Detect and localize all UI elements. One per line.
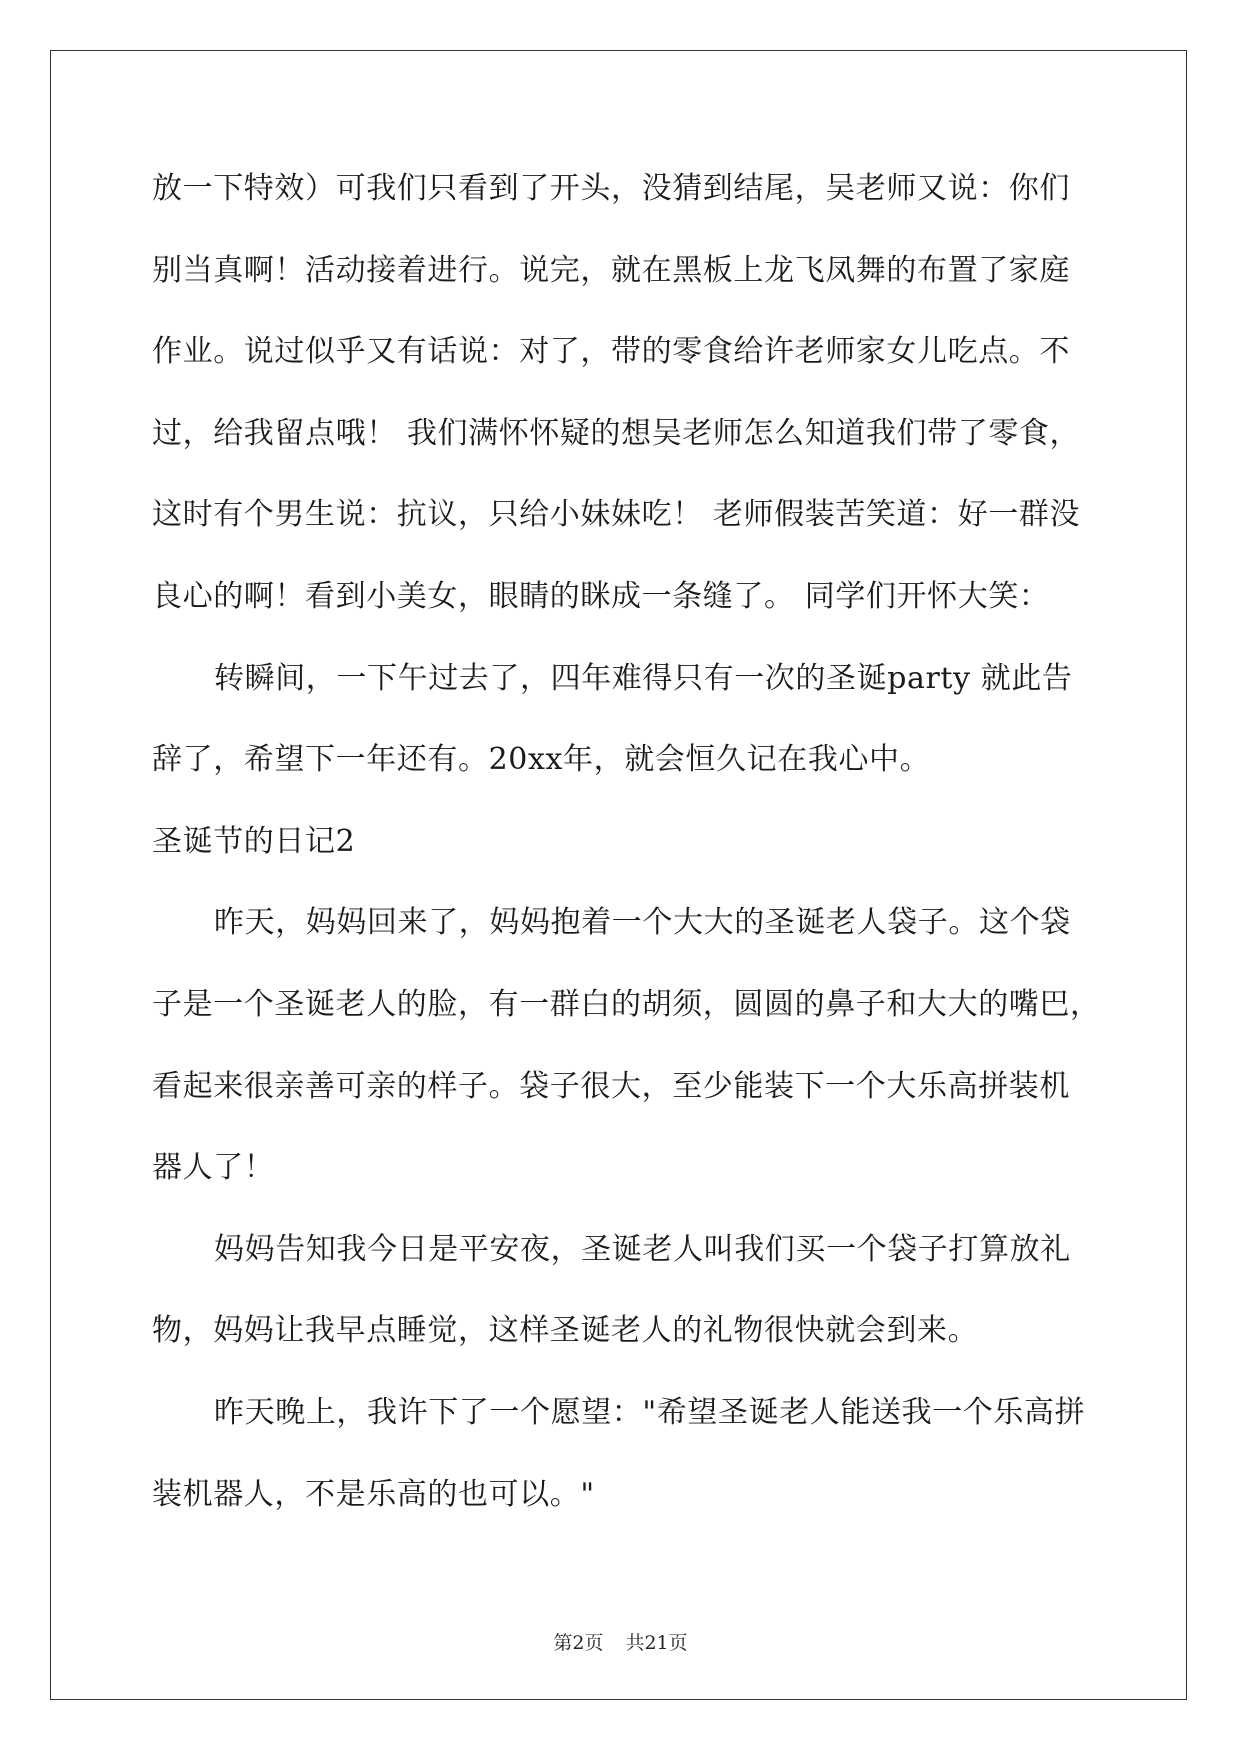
- text-line: 转瞬间，一下午过去了，四年难得只有一次的圣诞party 就此告: [214, 660, 1073, 696]
- paragraph-4: [152, 1223, 1092, 1386]
- text-line: 装机器人，不是乐高的也可以。": [152, 1476, 595, 1512]
- text-line: 昨天晚上，我许下了一个愿望："希望圣诞老人能送我一个乐高拼: [214, 1394, 1086, 1430]
- text-line: 放一下特效）可我们只看到了开头，没猜到结尾，吴老师又说：你们: [152, 171, 1070, 206]
- text-line: 子是一个圣诞老人的脸，有一群白的胡须，圆圆的鼻子和大大的嘴巴，: [152, 986, 1101, 1022]
- text-line: 这时有个男生说：抗议，只给小妹妹吃！ 老师假装苦笑道：好一群没: [152, 497, 1081, 533]
- page-total: 共21页: [625, 1632, 688, 1654]
- page-footer: [0, 1628, 1241, 1655]
- paragraph-5: [152, 1386, 1092, 1549]
- paragraph-3: [152, 896, 1101, 1222]
- paragraph-1: [152, 162, 1092, 652]
- section-title: 圣诞节的日记2: [152, 823, 356, 859]
- text-line: 看起来很亲善可亲的样子。袋子很大，至少能装下一个大乐高拼装机: [152, 1068, 1070, 1104]
- text-line: 辞了，希望下一年还有。20xx年，就会恒久记在我心中。: [152, 742, 931, 778]
- text-line: 作业。说过似乎又有话说：对了，带的零食给许老师家女儿吃点。不: [152, 334, 1070, 370]
- text-line: 器人了！: [152, 1150, 275, 1186]
- text-line: 别当真啊！活动接着进行。说完，就在黑板上龙飞凤舞的布置了家庭: [152, 252, 1070, 288]
- text-line: 物，妈妈让我早点睡觉，这样圣诞老人的礼物很快就会到来。: [152, 1313, 979, 1349]
- document-body: [152, 162, 1101, 1549]
- text-line: 良心的啊！看到小美女，眼睛的眯成一条缝了。 同学们开怀大笑：: [152, 578, 1050, 614]
- paragraph-2: [152, 652, 1092, 815]
- text-line: 昨天，妈妈回来了，妈妈抱着一个大大的圣诞老人袋子。这个袋: [214, 905, 1071, 941]
- text-line: 妈妈告知我今日是平安夜，圣诞老人叫我们买一个袋子打算放礼: [214, 1231, 1071, 1267]
- page-number: 第2页: [553, 1632, 604, 1654]
- text-line: 过，给我留点哦！ 我们满怀怀疑的想吴老师怎么知道我们带了零食，: [152, 415, 1081, 451]
